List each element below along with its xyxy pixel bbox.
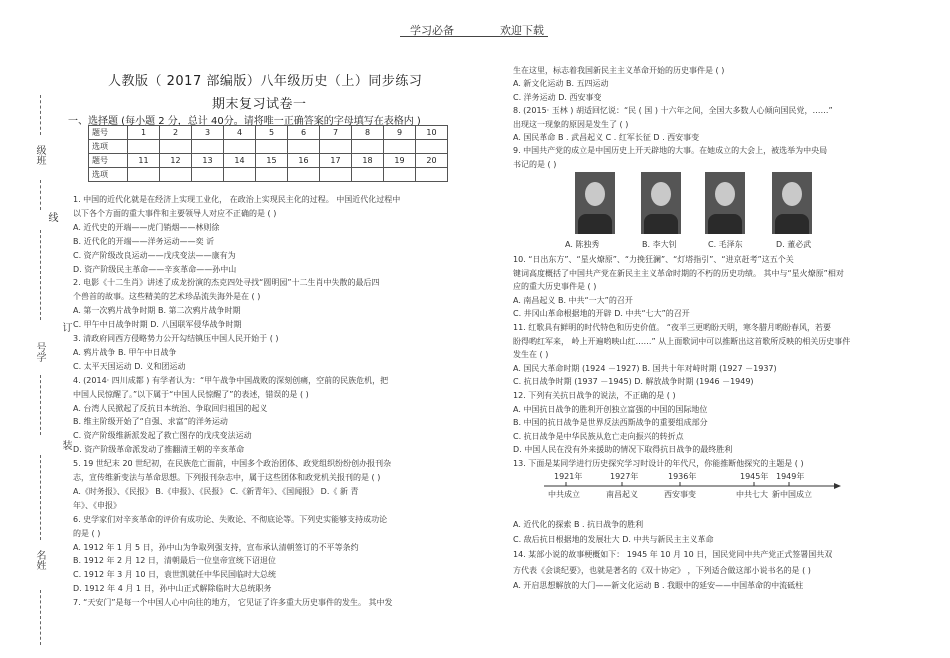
question-line: A. 鸦片战争 B. 甲午中日战争 (73, 347, 177, 357)
question-line: 3. 清政府同西方侵略势力公开勾结镇压中国人民开始于 ( ) (73, 334, 279, 343)
question-line: B. 维主阶级开始了“自强、求富”的洋务运动 (73, 417, 228, 427)
question-number: 10 (416, 126, 448, 140)
timeline-year: 1927年 (610, 472, 639, 481)
question-line: A. 国民革命 B . 武昌起义 C . 红军长征 D . 西安事变 (513, 133, 700, 142)
answer-cell[interactable] (416, 140, 448, 154)
question-line: 年》、《申报》 (73, 500, 121, 510)
year-timeline (544, 474, 844, 502)
answer-cell[interactable] (352, 168, 384, 182)
question-line: 个兽首的故事。这些精美的艺术珍品流失海外是在 ( ) (73, 292, 261, 302)
timeline-event: 新中国成立 (772, 490, 812, 499)
answer-cell[interactable] (192, 168, 224, 182)
question-line: D. 中国人民在没有外来援助的情况下取得抗日战争的最终胜利 (513, 445, 733, 455)
question-line: C. 抗日战争时期 (1937 －1945) D. 解放战争时期 (1946 －1949) (513, 377, 754, 387)
answer-cell[interactable] (320, 140, 352, 154)
binding-line (40, 590, 41, 645)
timeline-event: 南昌起义 (606, 490, 638, 499)
question-line: 志，宣传维新变法与革命思想。下列报刊杂志中，属于这些团体和政党机关报刊的是 ( ) (73, 473, 381, 482)
line-label: 线 (46, 212, 57, 222)
question-line: 12. 下列有关抗日战争的说法，不正确的是 ( ) (513, 391, 676, 400)
photo-caption: B. 李大钊 (642, 240, 677, 249)
timeline-event: 中共成立 (548, 490, 580, 499)
question-line: C. 井冈山革命根据地的开辟 D. 中共“七大”的召开 (513, 309, 690, 319)
question-line: B. 中国的抗日战争是世界反法西斯战争的重要组成部分 (513, 418, 708, 428)
question-line: 4. (2014· 四川成都 ) 有学者认为：“甲午战争中国战败的深刻创痛，空前的民族危机，把 (73, 375, 389, 385)
row-label: 题号 (89, 126, 128, 140)
question-line: 发生在 ( ) (513, 350, 549, 360)
question-line: C. 敌后抗日根据地的发展壮大 D. 中共与新民主主义革命 (513, 535, 714, 545)
question-line: 8. (2015· 玉林 ) 胡适回忆说：“民 ( 国 ) 十六年之间，全国大多数人心倾向国民党，……” (513, 106, 833, 116)
question-number: 7 (320, 126, 352, 140)
header-rule (400, 36, 548, 37)
question-number-row (89, 154, 448, 168)
question-line: 13. 下面是某同学进行历史探究学习时设计的年代尺，你能推断他探究的主题是 ( ) (513, 459, 804, 468)
answer-row (89, 140, 448, 154)
question-number: 12 (160, 154, 192, 168)
question-number: 6 (288, 126, 320, 140)
answer-cell[interactable] (256, 140, 288, 154)
portrait-dong-biwu (772, 172, 812, 234)
question-line: 9. 中国共产党的成立是中国历史上开天辟地的大事。在她成立的大会上，被选举为中央局 (513, 146, 828, 156)
photo-caption: D. 董必武 (776, 240, 812, 249)
question-number: 5 (256, 126, 288, 140)
header-left: 学习必备 (410, 24, 454, 37)
binding-line (40, 455, 41, 540)
question-line: A. 南昌起义 B. 中共“一大”的召开 (513, 295, 633, 305)
question-line: 以下各个方面的重大事件和主要领导人对应不正确的是 ( ) (73, 208, 277, 218)
question-line: A. 第一次鸦片战争时期 B. 第二次鸦片战争时期 (73, 306, 241, 316)
question-number: 8 (352, 126, 384, 140)
question-line: 方代表《会谈纪要》，也就是著名的《双十协定》 ，下列适合做这部小说书名的是 ( ) (513, 565, 811, 575)
question-line: C. 1912 年 3 月 10 日，袁世凯就任中华民国临时大总统 (73, 570, 277, 580)
question-line: 中国人民惊醒了。”以下属于“中国人民惊醒了”的表述，错误的是 ( ) (73, 389, 309, 399)
answer-cell[interactable] (288, 140, 320, 154)
question-line: C. 资产阶级维新派发起了救亡图存的戊戌变法运动 (73, 431, 252, 441)
answer-cell[interactable] (160, 168, 192, 182)
question-number: 2 (160, 126, 192, 140)
question-line: 14. 某部小说的故事梗概如下： 1945 年 10 月 10 日，国民党同中共产党正式签署国共双 (513, 550, 833, 560)
answer-cell[interactable] (128, 168, 160, 182)
question-number-row (89, 126, 448, 140)
timeline-year: 1936年 (668, 472, 697, 481)
question-line: 书记的是 ( ) (513, 159, 557, 169)
question-number: 14 (224, 154, 256, 168)
exam-title: 人教版（ 2017 部编版）八年级历史（上）同步练习 (108, 74, 423, 89)
answer-cell[interactable] (160, 140, 192, 154)
question-line: 应的重大历史事件是 ( ) (513, 282, 597, 292)
question-line: 10. “日出东方”、“星火燎原”、“力挽狂澜”、“灯塔指引”、“进京赶考”这五个关 (513, 255, 794, 264)
question-line: A.《时务报》、《民报》 B.《申报》、《民报》 C.《新青年》、《国闻报》 D.《 新 青 (73, 486, 359, 496)
portrait-li-dazhao (641, 172, 681, 234)
question-number: 9 (384, 126, 416, 140)
question-number: 20 (416, 154, 448, 168)
question-number: 16 (288, 154, 320, 168)
timeline-year: 1921年 (554, 472, 583, 481)
question-line: A. 1912 年 1 月 5 日，孙中山为争取列强支持，宣布承认清朝签订的不平等条约 (73, 542, 359, 552)
question-number: 18 (352, 154, 384, 168)
row-label: 题号 (89, 154, 128, 168)
question-line: A. 新文化运动 B. 五四运动 (513, 79, 609, 89)
class-label: 级班 (34, 145, 45, 165)
question-line: C. 抗日战争是中华民族从危亡走向振兴的转折点 (513, 431, 684, 441)
answer-cell[interactable] (256, 168, 288, 182)
binding-line (40, 230, 41, 320)
question-line: A. 开启思想解放的大门——新文化运动 B . 我眼中的延安——中国革命的中流砥柱 (513, 580, 804, 590)
answer-cell[interactable] (224, 140, 256, 154)
question-line: 盼得哟红军来， 岭上开遍哟映山红……” 从上面歌词中可以推断出这首歌所反映的相关历史事件 (513, 336, 851, 346)
answer-cell[interactable] (416, 168, 448, 182)
answer-cell[interactable] (320, 168, 352, 182)
question-line: 1. 中国的近代化就是在经济上实现工业化， 在政治上实现民主化的过程。 中国近代化过程中 (73, 195, 401, 204)
question-number: 1 (128, 126, 160, 140)
answer-cell[interactable] (384, 168, 416, 182)
question-number: 17 (320, 154, 352, 168)
question-line: 的是 ( ) (73, 528, 101, 538)
timeline-year: 1949年 (776, 472, 805, 481)
binding-line (40, 375, 41, 435)
question-line: A. 近代史的开端——虎门销烟——林则徐 (73, 222, 220, 232)
question-number: 19 (384, 154, 416, 168)
question-number: 3 (192, 126, 224, 140)
answer-cell[interactable] (288, 168, 320, 182)
student-no-label: 号学 (34, 342, 45, 362)
question-line: 键词高度概括了中国共产党在新民主主义革命时期的不朽的历史功绩。 其中与“星火燎原”相对 (513, 268, 844, 278)
answer-cell[interactable] (128, 140, 160, 154)
question-number: 11 (128, 154, 160, 168)
question-line: C. 资产阶级改良运动——戊戌变法——康有为 (73, 250, 236, 260)
question-line: C. 甲午中日战争时期 D. 八国联军侵华战争时期 (73, 320, 242, 330)
question-line: 5. 19 世纪末 20 世纪初，在民族危亡面前，中国多个政治团体、政党组织纷纷创办报刊杂 (73, 459, 392, 469)
photo-caption: A. 陈独秀 (565, 240, 600, 249)
photo-caption: C. 毛泽东 (708, 240, 743, 249)
question-line: B. 1912 年 2 月 12 日，清朝最后一位皇帝宣统下诏退位 (73, 556, 276, 566)
timeline-event: 中共七大 (736, 490, 768, 499)
answer-cell[interactable] (352, 140, 384, 154)
answer-cell[interactable] (192, 140, 224, 154)
question-line: D. 资产阶级革命派发动了推翻清王朝的辛亥革命 (73, 445, 245, 455)
question-number: 15 (256, 154, 288, 168)
question-line: A. 国民大革命时期 (1924 －1927) B. 国共十年对峙时期 (1927 －1937) (513, 363, 777, 373)
row-label: 选项 (89, 140, 128, 154)
row-label: 选项 (89, 168, 128, 182)
zhuang-label: 装 (60, 440, 71, 450)
portrait-mao-zedong (705, 172, 745, 234)
timeline-event: 西安事变 (664, 490, 696, 499)
question-line: A. 近代化的探索 B . 抗日战争的胜利 (513, 520, 644, 529)
answer-cell[interactable] (224, 168, 256, 182)
question-line: 11. 红歌具有鲜明的时代特色和历史价值。 “夜半三更哟盼天明，寒冬腊月哟盼春风，若要 (513, 323, 831, 332)
question-number: 4 (224, 126, 256, 140)
answer-table (88, 125, 448, 182)
question-line: 2. 电影《十二生肖》讲述了成龙扮演的杰克四处寻找“圆明园”十二生肖中失散的最后四 (73, 278, 380, 288)
question-line: C. 洋务运动 D. 西安事变 (513, 92, 602, 102)
question-line: C. 太平天国运动 D. 义和团运动 (73, 361, 186, 371)
question-line: A. 台湾人民掀起了反抗日本统治、争取回归祖国的起义 (73, 403, 268, 413)
question-line: A. 中国抗日战争的胜利开创独立富强的中国的国际地位 (513, 404, 708, 414)
answer-row (89, 168, 448, 182)
binding-line (40, 180, 41, 210)
binding-line (40, 95, 41, 135)
portrait-chen-duxiu (575, 172, 615, 234)
ding-label: 订 (60, 322, 71, 332)
question-line: D. 1912 年 4 月 1 日，孙中山正式解除临时大总统职务 (73, 584, 272, 594)
question-line: B. 近代化的开端——洋务运动——奕 䜣 (73, 236, 215, 246)
name-label: 名姓 (34, 550, 45, 570)
question-line: D. 资产阶级民主革命——辛亥革命——孙中山 (73, 264, 237, 274)
question-number: 13 (192, 154, 224, 168)
question-line: 7. “天安门”是每一个中国人心中向往的地方， 它见证了许多重大历史事件的发生。 其中发 (73, 598, 393, 608)
answer-cell[interactable] (384, 140, 416, 154)
question-line: 生在这里，标志着我国新民主主义革命开始的历史事件是 ( ) (513, 66, 725, 75)
header-right: 欢迎下载 (500, 24, 544, 37)
section-heading: 一、选择题 (每小题 2 分，总计 40分。请将唯一正确答案的字母填写在表格内 ) (68, 116, 421, 127)
question-line: 6. 史学家们对辛亥革命的评价有成功论、失败论、不彻底论等。下列史实能够支持成功论 (73, 514, 388, 524)
exam-subtitle: 期末复习试卷一 (212, 97, 307, 112)
question-line: 出现这一现象的原因是发生了 ( ) (513, 119, 629, 129)
timeline-year: 1945年 (740, 472, 769, 481)
